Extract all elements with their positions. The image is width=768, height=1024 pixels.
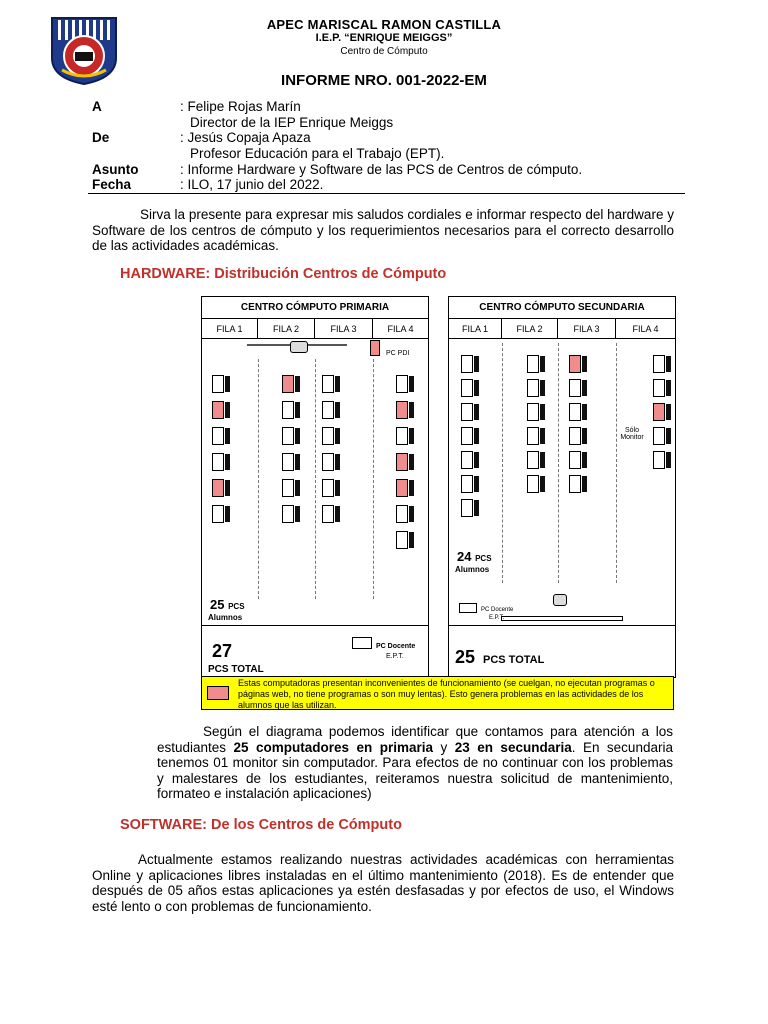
- hardware-heading: HARDWARE: Distribución Centros de Cómputo: [120, 266, 447, 282]
- primaria-cpu-tower-icon: [225, 428, 230, 444]
- secundaria-alumnos-number: 24: [457, 549, 472, 564]
- secundaria-cpu-tower-icon: [666, 428, 671, 444]
- primaria-pc-icon: [282, 375, 294, 393]
- primaria-cpu-tower-icon: [409, 428, 414, 444]
- primaria-cpu-tower-icon: [225, 376, 230, 392]
- primaria-alumnos-count: [210, 597, 245, 612]
- primaria-cpu-tower-icon: [409, 532, 414, 548]
- label-subject: Asunto: [92, 162, 139, 177]
- intro-paragraph: Sirva la presente para expresar mis saludos cordiales e informar respecto del hardware y Software de los centros de cómputo y los requerimientos necesarios para el correcto desarrollo de las actividades académicas.: [92, 207, 674, 253]
- secundaria-pc-icon: [569, 379, 581, 397]
- primaria-pc-icon: [282, 479, 294, 497]
- primaria-cpu-tower-icon: [335, 402, 340, 418]
- primaria-pc-icon: [282, 505, 294, 523]
- value-subject: : Informe Hardware y Software de las PCS de Centros de cómputo.: [180, 162, 583, 177]
- secundaria-total-divider: [449, 625, 675, 626]
- secundaria-pc-icon: [653, 379, 665, 397]
- primaria-pc-icon: [212, 479, 224, 497]
- label-to: A: [92, 99, 102, 114]
- secundaria-pc-icon: [527, 475, 539, 493]
- secundaria-cpu-tower-icon: [540, 404, 545, 420]
- secundaria-total-count: 25: [455, 647, 476, 667]
- primaria-aisle-2: [315, 359, 316, 599]
- value-date: : ILO, 17 junio del 2022.: [180, 177, 324, 192]
- value-to: : Felipe Rojas Marín: [180, 99, 301, 114]
- secundaria-cpu-tower-icon: [582, 452, 587, 468]
- secundaria-pc-icon: [527, 427, 539, 445]
- software-heading: SOFTWARE: De los Centros de Cómputo: [120, 817, 402, 833]
- primaria-pc-icon: [282, 427, 294, 445]
- secundaria-pc-icon: [569, 475, 581, 493]
- department-name: Centro de Cómputo: [340, 46, 428, 57]
- secundaria-cpu-tower-icon: [474, 428, 479, 444]
- primaria-cpu-tower-icon: [335, 480, 340, 496]
- primaria-aisle-1: [258, 359, 259, 599]
- secundaria-pc-icon: [653, 451, 665, 469]
- primaria-total-count: 27: [212, 641, 233, 661]
- primaria-pc-icon: [396, 479, 408, 497]
- analysis-primaria-count: 25 computadores en primaria: [233, 739, 434, 755]
- secundaria-cpu-tower-icon: [582, 356, 587, 372]
- secundaria-cpu-tower-icon: [582, 476, 587, 492]
- primaria-pc-icon: [212, 505, 224, 523]
- primaria-cpu-tower-icon: [335, 506, 340, 522]
- secundaria-aisle-2: [558, 343, 559, 583]
- secundaria-fila-3: FILA 3: [558, 319, 616, 339]
- secundaria-cpu-tower-icon: [666, 380, 671, 396]
- primaria-pc-icon: [322, 427, 334, 445]
- secundaria-pc-icon: [461, 475, 473, 493]
- secundaria-cpu-tower-icon: [474, 404, 479, 420]
- secundaria-projector-screen: [501, 616, 623, 621]
- secundaria-pc-icon: [653, 355, 665, 373]
- primaria-alumnos-unit: PCS: [228, 602, 245, 611]
- legend-box: [201, 676, 674, 710]
- primaria-cpu-tower-icon: [295, 454, 300, 470]
- secundaria-pc-icon: [569, 403, 581, 421]
- secundaria-cpu-tower-icon: [540, 476, 545, 492]
- secundaria-pc-icon: [653, 403, 665, 421]
- primaria-pc-icon: [212, 427, 224, 445]
- school-name: I.E.P. “ENRIQUE MEIGGS”: [315, 32, 453, 44]
- secundaria-cpu-tower-icon: [540, 428, 545, 444]
- secundaria-pc-icon: [569, 355, 581, 373]
- software-paragraph: Actualmente estamos realizando nuestras actividades académicas con herramientas Online y aplicaciones libres instaladas en el último mantenimiento (2018). Es de entender que después de 05 años estas aplicaciones ya estén desfasadas y por efectos de uso, el Windows esté lento o con problemas de funcionamiento.: [92, 852, 674, 914]
- secundaria-lab-diagram: [448, 296, 676, 678]
- primaria-cpu-tower-icon: [335, 454, 340, 470]
- primaria-cpu-tower-icon: [225, 402, 230, 418]
- secundaria-pc-icon: [461, 403, 473, 421]
- institution-name: APEC MARISCAL RAMON CASTILLA: [266, 17, 502, 32]
- secundaria-aisle-1: [502, 343, 503, 583]
- primaria-cpu-tower-icon: [335, 376, 340, 392]
- primaria-cpu-tower-icon: [295, 506, 300, 522]
- primaria-cpu-tower-icon: [409, 402, 414, 418]
- secundaria-alumnos-count: [457, 549, 492, 564]
- analysis-text-3: . En secundaria tenemos 01 monitor sin computador. Para efectos de no continuar con los problemas y malestares de los estudiantes, reiteramos nuestra solicitud de mantenimiento, formateo e instalación aplicaciones): [157, 739, 673, 801]
- primaria-cpu-tower-icon: [409, 480, 414, 496]
- secundaria-pc-icon: [461, 379, 473, 397]
- projector-icon: [290, 341, 308, 353]
- secundaria-cpu-tower-icon: [474, 476, 479, 492]
- secundaria-fila-1: FILA 1: [449, 319, 502, 339]
- primaria-fila-3: FILA 3: [315, 319, 373, 339]
- value-to-role: Director de la IEP Enrique Meiggs: [190, 115, 394, 130]
- secundaria-aisle-3: [616, 343, 617, 583]
- primaria-fila-2: FILA 2: [258, 319, 315, 339]
- primaria-cpu-tower-icon: [225, 454, 230, 470]
- secundaria-pc-icon: [461, 499, 473, 517]
- primaria-pc-icon: [396, 505, 408, 523]
- secundaria-cpu-tower-icon: [582, 428, 587, 444]
- primaria-pc-icon: [396, 531, 408, 549]
- primaria-pc-icon: [396, 427, 408, 445]
- primaria-cpu-tower-icon: [225, 480, 230, 496]
- secundaria-projector-icon: [553, 594, 567, 606]
- secundaria-pc-icon: [527, 355, 539, 373]
- primaria-cpu-tower-icon: [295, 480, 300, 496]
- primaria-pc-icon: [322, 453, 334, 471]
- label-from: De: [92, 130, 110, 145]
- primaria-pc-icon: [212, 453, 224, 471]
- primaria-pc-icon: [322, 375, 334, 393]
- primaria-alumnos-number: 25: [210, 597, 225, 612]
- secundaria-cpu-tower-icon: [540, 380, 545, 396]
- secundaria-pc-icon: [569, 451, 581, 469]
- primaria-cpu-tower-icon: [409, 454, 414, 470]
- primaria-alumnos-label: Alumnos: [208, 613, 243, 622]
- secundaria-fila-2: FILA 2: [502, 319, 558, 339]
- secundaria-pc-icon: [461, 451, 473, 469]
- secundaria-docente-label: PC Docente: [481, 607, 514, 613]
- secundaria-docente-pc-icon: [459, 603, 477, 613]
- primaria-pc-icon: [322, 401, 334, 419]
- secundaria-pc-icon: [527, 451, 539, 469]
- primaria-pc-icon: [396, 453, 408, 471]
- primaria-pc-icon: [282, 401, 294, 419]
- primaria-total-divider: [202, 625, 428, 626]
- legend-text: Estas computadoras presentan inconvenientes de funcionamiento (se cuelgan, no ejecutan programas o páginas web, no tiene programas o son muy lentas). Esto genera problemas en las actividades de los alumnos que las utilizan.: [238, 678, 655, 710]
- value-from-role: Profesor Educación para el Trabajo (EPT).: [190, 146, 445, 161]
- analysis-secundaria-count: 23 en secundaria: [454, 739, 572, 755]
- pc-pdi-icon: [370, 340, 380, 356]
- primaria-cpu-tower-icon: [409, 376, 414, 392]
- primaria-total-label: PCS TOTAL: [208, 664, 264, 675]
- secundaria-pc-icon: [461, 355, 473, 373]
- primaria-docente-label: PC Docente: [376, 643, 416, 650]
- primaria-docente-sub: E.P.T.: [386, 653, 404, 660]
- primaria-title: CENTRO CÓMPUTO PRIMARIA: [202, 297, 428, 319]
- secundaria-pc-icon: [653, 427, 665, 445]
- secundaria-title: CENTRO CÓMPUTO SECUNDARIA: [449, 297, 675, 319]
- primaria-aisle-3: [373, 359, 374, 599]
- solo-monitor-label: Sólo Monitor: [620, 427, 644, 441]
- secundaria-cpu-tower-icon: [540, 452, 545, 468]
- primaria-cpu-tower-icon: [295, 402, 300, 418]
- secundaria-total-label: PCS TOTAL: [483, 654, 545, 666]
- primaria-pc-icon: [322, 479, 334, 497]
- primaria-cpu-tower-icon: [295, 428, 300, 444]
- pc-pdi-label: PC PDI: [386, 350, 410, 357]
- primaria-pc-icon: [282, 453, 294, 471]
- secundaria-cpu-tower-icon: [474, 356, 479, 372]
- primaria-docente-pc-icon: [352, 637, 372, 649]
- secundaria-cpu-tower-icon: [474, 500, 479, 516]
- analysis-text-2: y: [433, 739, 455, 755]
- label-date: Fecha: [92, 177, 132, 192]
- secundaria-cpu-tower-icon: [582, 380, 587, 396]
- secundaria-pc-icon: [569, 427, 581, 445]
- primaria-cpu-tower-icon: [335, 428, 340, 444]
- secundaria-pc-icon: [527, 379, 539, 397]
- secundaria-cpu-tower-icon: [666, 404, 671, 420]
- primaria-pc-icon: [212, 375, 224, 393]
- report-title: INFORME NRO. 001-2022-EM: [281, 72, 487, 89]
- primaria-cpu-tower-icon: [295, 376, 300, 392]
- primaria-fila-1: FILA 1: [202, 319, 258, 339]
- header-divider: [88, 193, 685, 194]
- primaria-pc-icon: [396, 401, 408, 419]
- secundaria-cpu-tower-icon: [474, 452, 479, 468]
- secundaria-cpu-tower-icon: [540, 356, 545, 372]
- secundaria-alumnos-unit: PCS: [475, 554, 492, 563]
- legend-bad-pc-icon: [207, 686, 229, 700]
- secundaria-pc-icon: [461, 427, 473, 445]
- primaria-pc-icon: [322, 505, 334, 523]
- primaria-cpu-tower-icon: [225, 506, 230, 522]
- secundaria-fila-4: FILA 4: [616, 319, 675, 339]
- primaria-pc-icon: [396, 375, 408, 393]
- primaria-lab-diagram: [201, 296, 429, 678]
- secundaria-cpu-tower-icon: [474, 380, 479, 396]
- secundaria-alumnos-label: Alumnos: [455, 565, 490, 574]
- primaria-cpu-tower-icon: [409, 506, 414, 522]
- secundaria-docente-sub: E.P.T.: [489, 615, 505, 621]
- secundaria-cpu-tower-icon: [666, 356, 671, 372]
- value-from: : Jesús Copaja Apaza: [180, 130, 311, 145]
- secundaria-cpu-tower-icon: [582, 404, 587, 420]
- primaria-pc-icon: [212, 401, 224, 419]
- secundaria-cpu-tower-icon: [666, 452, 671, 468]
- secundaria-pc-icon: [527, 403, 539, 421]
- primaria-fila-4: FILA 4: [373, 319, 428, 339]
- analysis-paragraph: [157, 724, 673, 802]
- analysis-text-1: Según el diagrama podemos identificar que contamos para atención a los estudiantes: [157, 724, 673, 755]
